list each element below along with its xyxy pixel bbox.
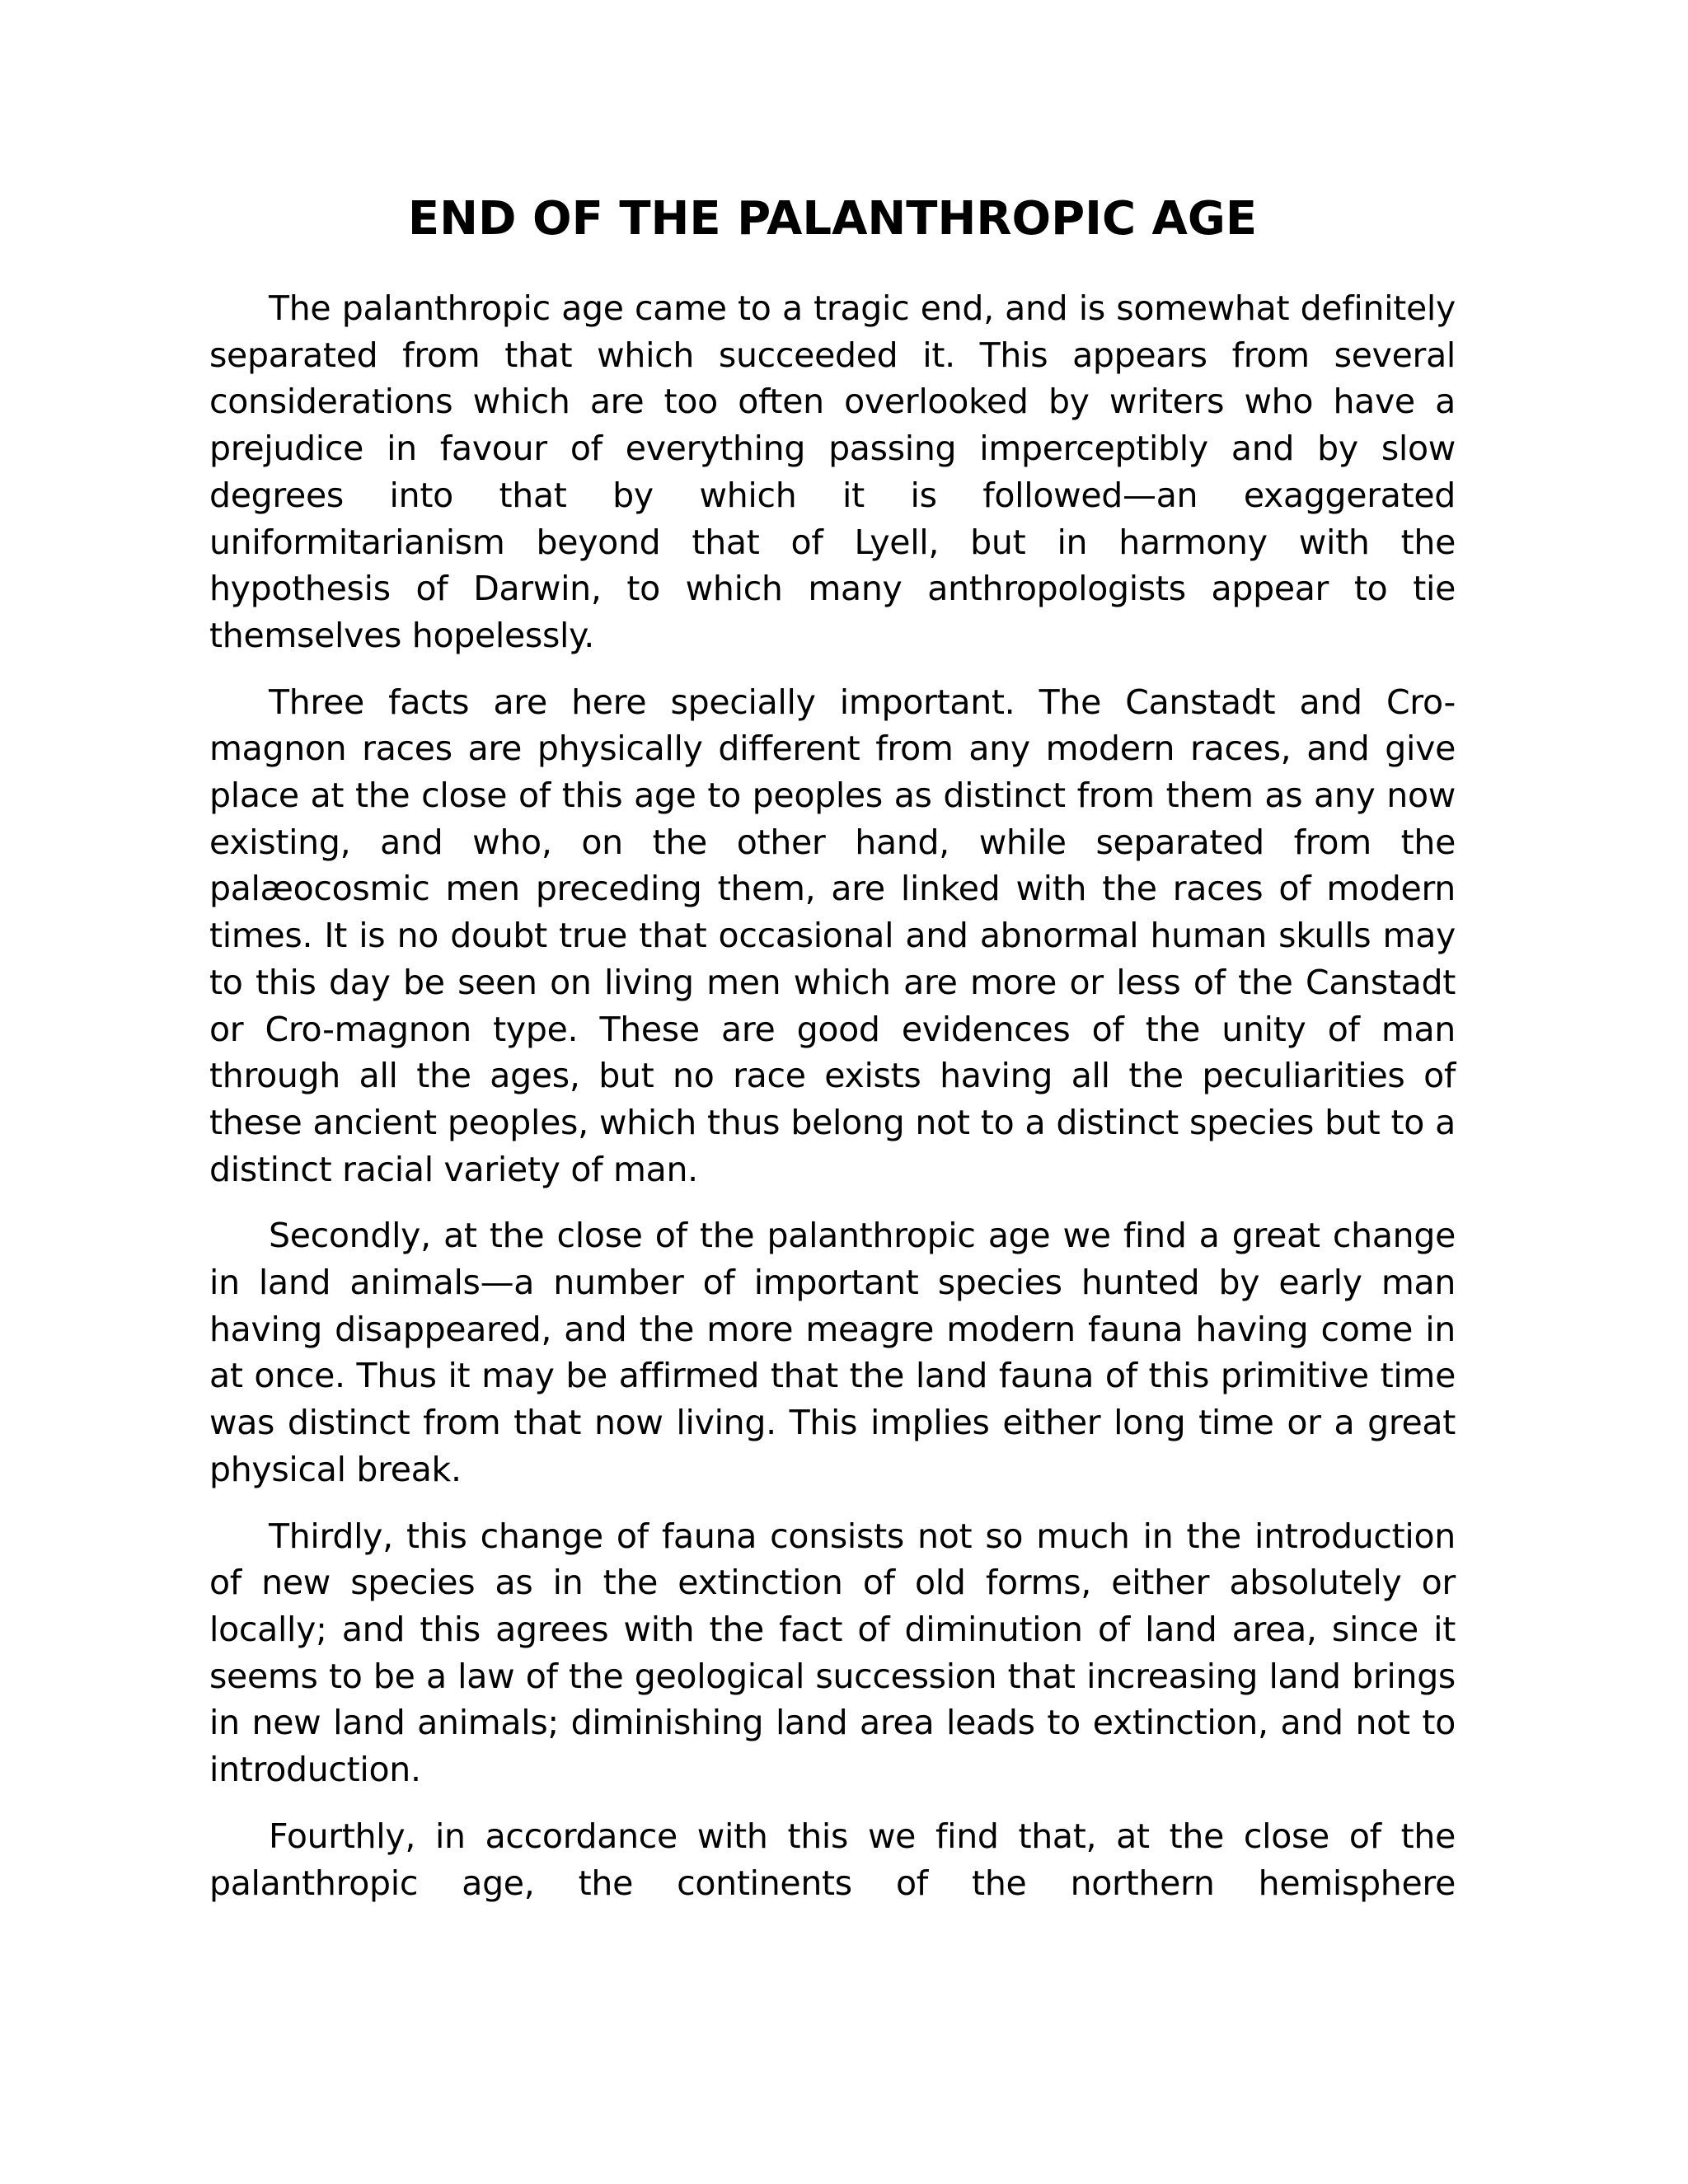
paragraph-5: Fourthly, in accordance with this we find that, at the close of the palanthropic age, the continents of the northern hemisphere xyxy=(209,1816,1456,1903)
document-page xyxy=(209,190,1456,1926)
chapter-title: END OF THE PALANTHROPIC AGE xyxy=(407,192,1258,246)
paragraph-2: Three facts are here specially important. The Canstadt and Cro-magnon races are physically different from any modern races, and give place at the close of this age to peoples as distinct from them as any now existing, and who, on the other hand, while separated from the palæocosmic men preceding them, are linked with the races of modern times. It is no doubt true that occasional and abnormal human skulls may to this day be seen on living men which are more or less of the Canstadt or Cro-magnon type. These are good evidences of the unity of man through all the ages, but no race exists having all the peculiarities of these ancient peoples, which thus belong not to a distinct species but to a distinct racial variety of man. xyxy=(209,682,1456,1189)
paragraph-4: Thirdly, this change of fauna consists not so much in the introduction of new species as in the extinction of old forms, either absolutely or locally; and this agrees with the fact of diminution of land area, since it seems to be a law of the geological succession that increasing land brings in new land animals; diminishing land area leads to extinction, and not to introduction. xyxy=(209,1516,1456,1790)
paragraph-1: The palanthropic age came to a tragic end, and is somewhat definitely separated from that which succeeded it. This appears from several considerations which are too often overlooked by writers who have a prejudice in favour of everything passing imperceptibly and by slow degrees into that by which it is followed—an exaggerated uniformitarianism beyond that of Lyell, but in harmony with the hypothesis of Darwin, to which many anthropologists appear to tie themselves hopelessly. xyxy=(209,288,1456,655)
paragraph-3: Secondly, at the close of the palanthropic age we find a great change in land animals—a number of important species hunted by early man having disappeared, and the more meagre modern fauna having come in at once. Thus it may be affirmed that the land fauna of this primitive time was distinct from that now living. This implies either long time or a great physical break. xyxy=(209,1216,1456,1489)
